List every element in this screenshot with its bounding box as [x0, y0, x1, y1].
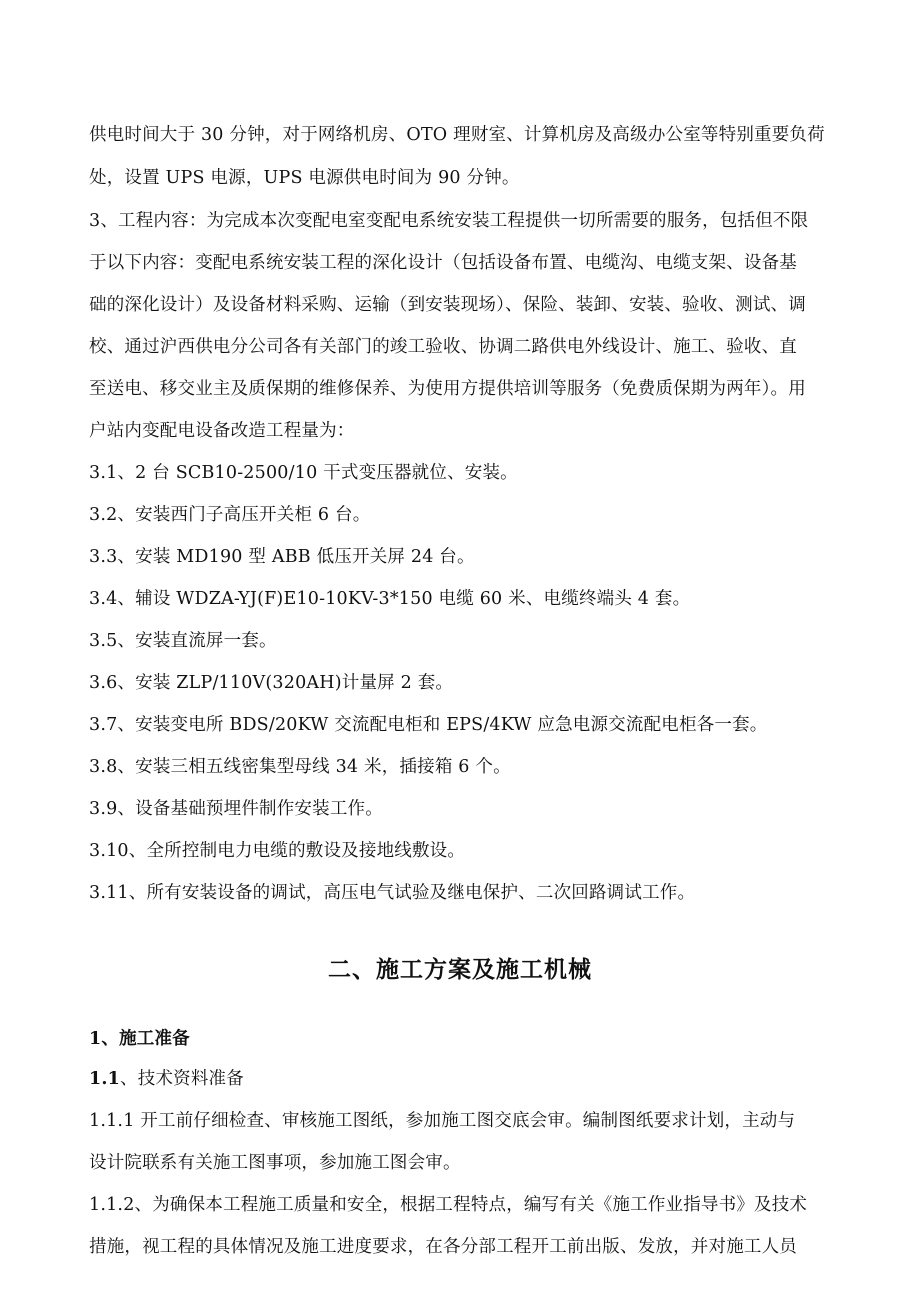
paragraph-line: 校、通过沪西供电分公司各有关部门的竣工验收、协调二路供电外线设计、施工、验收、直 [89, 337, 797, 357]
paragraph-line: 础的深化设计）及设备材料采购、运输（到安装现场）、保险、装卸、安装、验收、测试、调 [89, 295, 806, 315]
list-item: 3.6、安装 ZLP/110V(320AH)计量屏 2 套。 [89, 673, 454, 693]
paragraph-line: 3、工程内容：为完成本次变配电室变配电系统安装工程提供一切所需要的服务，包括但不限 [89, 211, 809, 231]
list-item: 3.7、安装变电所 BDS/20KW 交流配电柜和 EPS/4KW 应急电源交流配电柜各一套。 [89, 715, 768, 735]
subsubsection-label: 、技术资料准备 [120, 1069, 244, 1089]
subsubsection-title [89, 1066, 244, 1092]
list-item: 3.9、设备基础预埋件制作安装工作。 [89, 799, 383, 819]
paragraph-line: 供电时间大于 30 分钟，对于网络机房、OTO 理财室、计算机房及高级办公室等特别重要负荷 [89, 125, 825, 145]
section-title: 二、施工方案及施工机械 [328, 956, 592, 983]
list-item: 3.4、辅设 WDZA-YJ(F)E10-10KV-3*150 电缆 60 米、电缆终端头 4 套。 [89, 589, 691, 609]
list-item: 3.11、所有安装设备的调试，高压电气试验及继电保护、二次回路调试工作。 [89, 883, 696, 903]
list-item: 3.5、安装直流屏一套。 [89, 631, 277, 651]
subsection-title: 1、施工准备 [89, 1029, 190, 1049]
paragraph-line: 处，设置 UPS 电源，UPS 电源供电时间为 90 分钟。 [89, 168, 520, 188]
list-item: 3.10、全所控制电力电缆的敷设及接地线敷设。 [89, 841, 466, 861]
paragraph-line: 1.1.1 开工前仔细检查、审核施工图纸，参加施工图交底会审。编制图纸要求计划，主动与 [89, 1111, 796, 1131]
list-item: 3.3、安装 MD190 型 ABB 低压开关屏 24 台。 [89, 547, 475, 567]
paragraph-line: 于以下内容：变配电系统安装工程的深化设计（包括设备布置、电缆沟、电缆支架、设备基 [89, 253, 797, 273]
paragraph-line: 户站内变配电设备改造工程量为： [89, 421, 355, 441]
paragraph-line: 至送电、移交业主及质保期的维修保养、为使用方提供培训等服务（免费质保期为两年）。用 [89, 379, 806, 399]
list-item: 3.8、安装三相五线密集型母线 34 米，插接箱 6 个。 [89, 757, 511, 777]
paragraph-line: 措施，视工程的具体情况及施工进度要求，在各分部工程开工前出版、发放，并对施工人员 [89, 1237, 797, 1257]
subsubsection-number: 1.1 [89, 1069, 121, 1089]
paragraph-line: 1.1.2、为确保本工程施工质量和安全，根据工程特点，编写有关《施工作业指导书》及技术 [89, 1195, 808, 1215]
list-item: 3.2、安装西门子高压开关柜 6 台。 [89, 505, 371, 525]
list-item: 3.1、2 台 SCB10-2500/10 干式变压器就位、安装。 [89, 463, 518, 483]
paragraph-line: 设计院联系有关施工图事项，参加施工图会审。 [89, 1153, 461, 1173]
